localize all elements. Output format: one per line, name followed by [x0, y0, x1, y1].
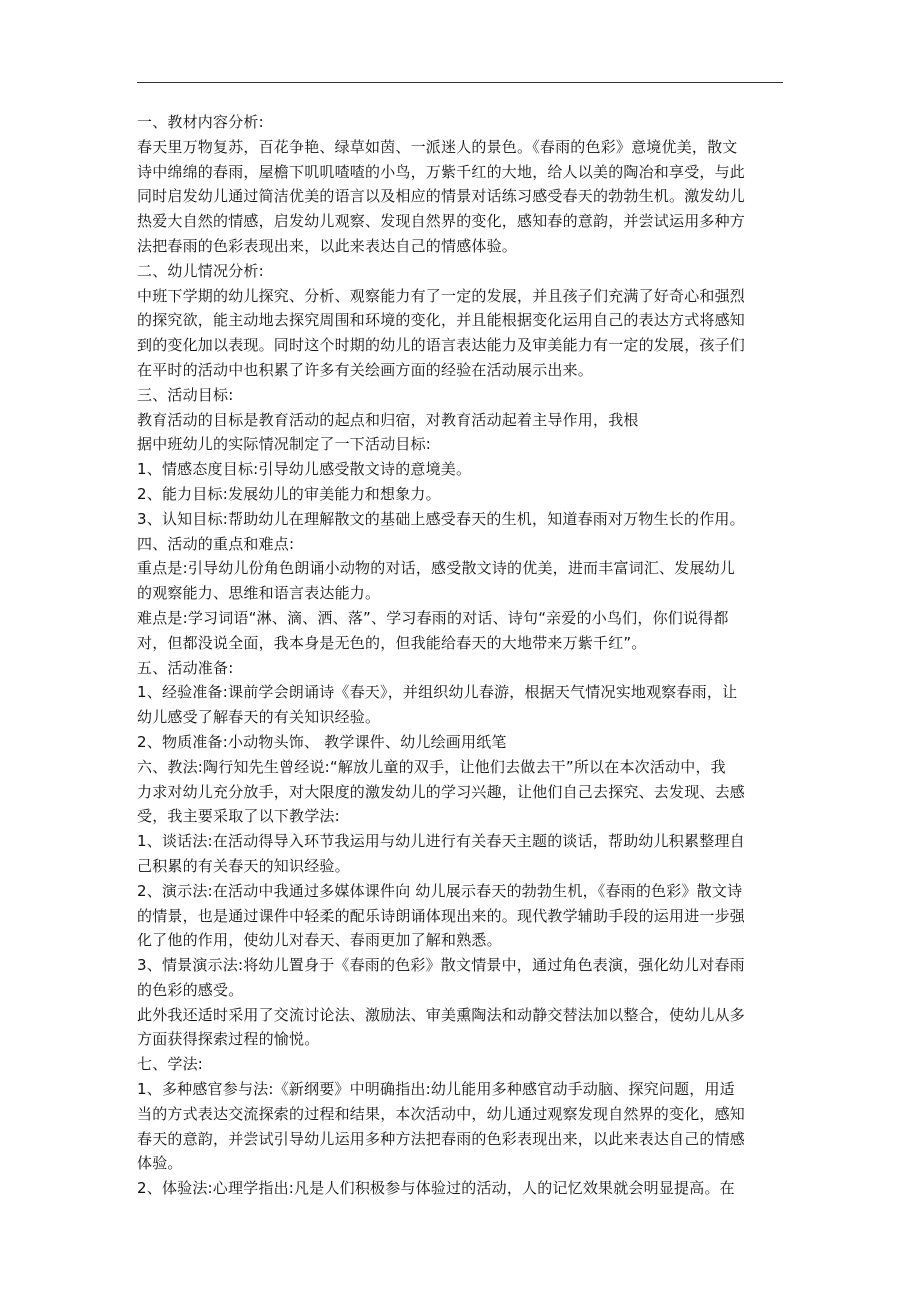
text-line: 重点是:引导幼儿份角色朗诵小动物的对话，感受散文诗的优美，进而丰富词汇、发展幼儿 [137, 559, 736, 578]
text-line: 的情景，也是通过课件中轻柔的配乐诗朗诵体现出来的。现代教学辅助手段的运用进一步强 [137, 906, 746, 925]
text-line: 的观察能力、思维和语言表达能力。 [137, 584, 381, 603]
text-line: 己积累的有关春天的知识经验。 [137, 856, 350, 875]
text-line: 当的方式表达交流探索的过程和结果，本次活动中，幼儿通过观察发现自然界的变化，感知 [137, 1104, 746, 1123]
text-line: 同时启发幼儿通过简洁优美的语言以及相应的情景对话练习感受春天的勃勃生机。激发幼儿 [137, 187, 746, 206]
text-line: 七、学法: [137, 1055, 204, 1074]
text-line: 3、情景演示法:将幼儿置身于《春雨的色彩》散文情景中，通过角色表演，强化幼儿对春雨 [137, 956, 745, 975]
text-line: 化了他的作用，使幼儿对春天、春雨更加了解和熟悉。 [137, 931, 502, 950]
text-line: 中班下学期的幼儿探究、分析、观察能力有了一定的发展，并且孩子们充满了好奇心和强烈 [137, 286, 746, 305]
text-line: 1、经验准备:课前学会朗诵诗《春天》，并组织幼儿春游，根据天气情况实地观察春雨，让 [137, 683, 738, 702]
text-line: 热爱大自然的情感，启发幼儿观察、发现自然界的变化，感知春的意韵，并尝试运用多种方 [137, 212, 746, 231]
text-line: 春天里万物复苏，百花争艳、绿草如茵、一派迷人的景色。《春雨的色彩》意境优美，散文 [137, 137, 738, 156]
text-line: 1、谈话法:在活动得导入环节我运用与幼儿进行有关春天主题的谈话，帮助幼儿积累整理自 [137, 832, 745, 851]
text-line: 三、活动目标: [137, 385, 234, 404]
text-line: 教育活动的目标是教育活动的起点和归宿，对教育活动起着主导作用，我根 [137, 410, 639, 429]
text-line: 2、物质准备:小动物头饰、 教学课件、幼儿绘画用纸笔 [137, 732, 507, 751]
text-line: 方面获得探索过程的愉悦。 [137, 1030, 320, 1049]
text-line: 诗中绵绵的春雨，屋檐下叽叽喳喳的小鸟，万紫千红的大地，给人以美的陶冶和享受，与此 [137, 162, 746, 181]
text-line: 的色彩的感受。 [137, 980, 244, 999]
text-line: 此外我还适时采用了交流讨论法、激励法、审美熏陶法和动静交替法加以整合，使幼儿从多 [137, 1005, 746, 1024]
text-line: 二、幼儿情况分析: [137, 261, 264, 280]
text-line: 对，但都没说全面，我本身是无色的，但我能给春天的大地带来万紫千红”。 [137, 633, 647, 652]
text-line: 春天的意韵，并尝试引导幼儿运用多种方法把春雨的色彩表现出来，以此来表达自己的情感 [137, 1129, 746, 1148]
text-line: 四、活动的重点和难点: [137, 534, 295, 553]
text-line: 难点是:学习词语“淋、滴、洒、落”、学习春雨的对话、诗句“亲爱的小鸟们，你们说得都 [137, 608, 729, 627]
text-line: 1、情感态度目标:引导幼儿感受散文诗的意境美。 [137, 460, 472, 479]
text-line: 五、活动准备: [137, 658, 234, 677]
header-rule [137, 82, 783, 83]
text-line: 受，我主要采取了以下教学法: [137, 807, 340, 826]
text-line: 体验。 [137, 1154, 183, 1173]
text-line: 3、认知目标:帮助幼儿在理解散文的基础上感受春天的生机，知道春雨对万物生长的作用。 [137, 509, 745, 528]
text-line: 据中班幼儿的实际情况制定了一下活动目标: [137, 435, 432, 454]
text-line: 在平时的活动中也积累了许多有关绘画方面的经验在活动展示出来。 [137, 360, 594, 379]
text-line: 2、演示法:在活动中我通过多媒体课件向 幼儿展示春天的勃勃生机，《春雨的色彩》散文诗 [137, 881, 743, 900]
text-line: 1、多种感官参与法:《新纲要》中明确指出:幼儿能用多种感官动手动脑、探究问题，用适 [137, 1080, 735, 1099]
text-line: 到的变化加以表现。同时这个时期的幼儿的语言表达能力及审美能力有一定的发展，孩子们 [137, 336, 746, 355]
text-line: 2、能力目标:发展幼儿的审美能力和想象力。 [137, 484, 441, 503]
text-line: 法把春雨的色彩表现出来，以此来表达自己的情感体验。 [137, 236, 518, 255]
text-line: 六、教法:陶行知先生曾经说:“解放儿童的双手，让他们去做去干”所以在本次活动中，我 [137, 757, 726, 776]
text-line: 幼儿感受了解春天的有关知识经验。 [137, 708, 381, 727]
text-line: 一、教材内容分析: [137, 113, 264, 131]
document-body [137, 110, 785, 1201]
text-line: 力求对幼儿充分放手，对大限度的激发幼儿的学习兴趣，让他们自己去探究、去发现、去感 [137, 782, 746, 801]
text-line: 的探究欲，能主动地去探究周围和环境的变化，并且能根据变化运用自己的表达方式将感知 [137, 311, 746, 330]
text-line: 2、体验法:心理学指出:凡是人们积极参与体验过的活动，人的记忆效果就会明显提高。在 [137, 1179, 735, 1198]
